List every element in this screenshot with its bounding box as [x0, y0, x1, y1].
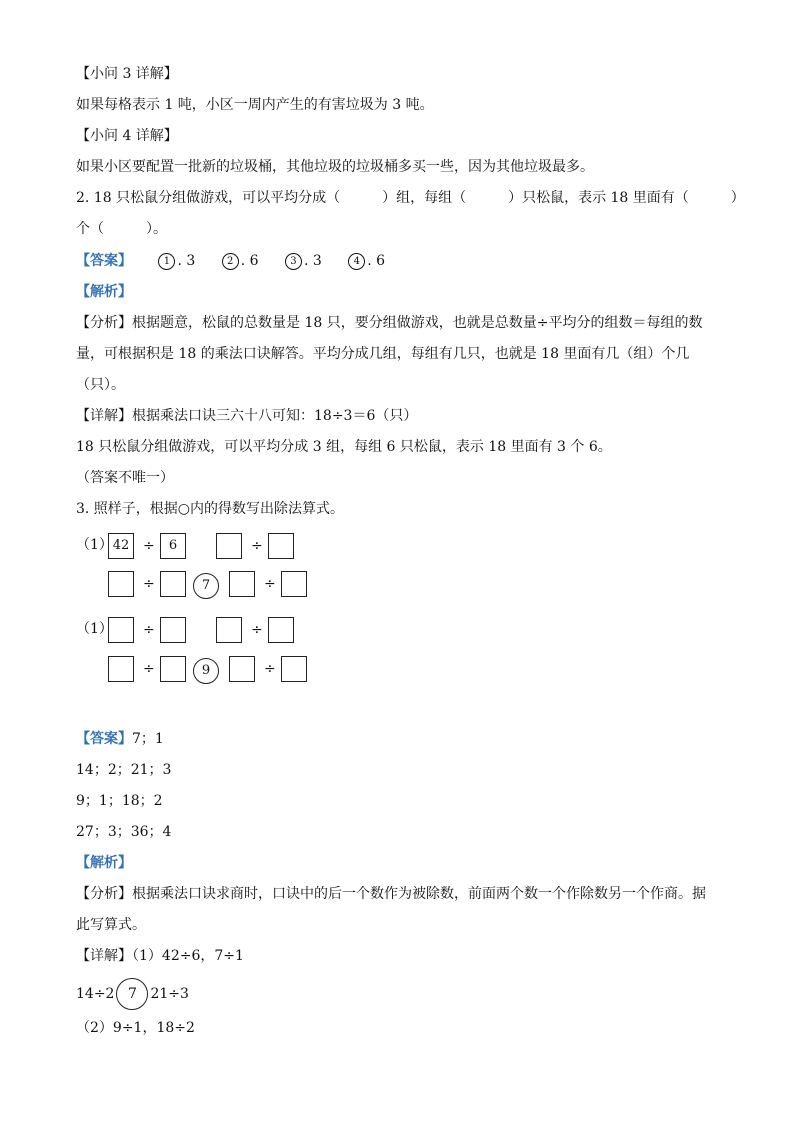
blank-box[interactable]: [160, 617, 186, 643]
blank-box[interactable]: [229, 656, 255, 682]
jiexi-label: 【解析】: [76, 855, 132, 871]
blank-box[interactable]: [216, 617, 242, 643]
answer-item: 3 . 3: [285, 253, 322, 269]
blank-box[interactable]: [160, 571, 186, 597]
q3-answer-4: 27；3；36；4: [76, 824, 172, 840]
answer-text: 7；1: [132, 731, 164, 747]
blank-box[interactable]: [108, 617, 134, 643]
q3-detail-row: [76, 978, 189, 1010]
answer-label: 【答案】: [76, 253, 132, 269]
div-sign: ÷: [251, 538, 263, 554]
detail-right: 21÷3: [150, 986, 189, 1002]
q2-line1: 2. 18 只松鼠分组做游戏，可以平均分成（ ）组，每组（ ）只松鼠，表示 18 里面有（ ）: [76, 190, 745, 206]
subq4-heading: 【小问 4 详解】: [76, 128, 178, 144]
blank-box[interactable]: [108, 656, 134, 682]
blank-box[interactable]: [268, 533, 294, 559]
blank-box[interactable]: [268, 617, 294, 643]
div-sign: ÷: [143, 538, 155, 554]
detail-circle: 7: [116, 978, 148, 1010]
div-sign: ÷: [264, 661, 276, 677]
blank-box[interactable]: [281, 571, 307, 597]
q3-answer-2: 14；2；21；3: [76, 762, 172, 778]
jiexi-label: 【解析】: [76, 284, 132, 300]
div-sign: ÷: [143, 661, 155, 677]
q3-group2-label: （1）: [76, 621, 113, 637]
blank-box[interactable]: [160, 656, 186, 682]
detail-left: 14÷2: [76, 986, 115, 1002]
q2-line2: 个（ ）。: [76, 221, 167, 237]
answer-item: 2 . 6: [222, 253, 259, 269]
q3-detail-2: （2）9÷1，18÷2: [76, 1020, 195, 1036]
answer-item: 4 . 6: [348, 253, 385, 269]
q3-analysis-2: 此写算式。: [76, 917, 146, 933]
blank-box[interactable]: [216, 533, 242, 559]
subq3-text: 如果每格表示 1 吨，小区一周内产生的有害垃圾为 3 吨。: [76, 97, 434, 113]
blank-box[interactable]: [281, 656, 307, 682]
blank-box[interactable]: [108, 571, 134, 597]
q3-answer-row: [76, 729, 164, 749]
q2-analysis-1: 【分析】根据题意，松鼠的总数量是 18 只，要分组做游戏，也就是总数量÷平均分的组数＝每组的数: [76, 315, 703, 331]
answer-item: 1 . 3: [158, 253, 195, 269]
q3-group1-label: （1）: [76, 537, 113, 553]
q2-note: （答案不唯一）: [76, 470, 174, 486]
sample-divisor-box: 6: [160, 533, 186, 559]
q2-detail-2: 18 只松鼠分组做游戏，可以平均分成 3 组，每组 6 只松鼠，表示 18 里面有 3 个 6。: [76, 439, 612, 455]
div-sign: ÷: [264, 576, 276, 592]
q3-analysis-1: 【分析】根据乘法口诀求商时，口诀中的后一个数作为被除数，前面两个数一个作除数另一个作商。据: [76, 886, 706, 902]
q2-detail: 【详解】根据乘法口诀三六十八可知：18÷3＝6（只）: [76, 408, 418, 424]
div-sign: ÷: [143, 576, 155, 592]
q2-analysis-2: 量，可根据积是 18 的乘法口诀解答。平均分成几组，每组有几只，也就是 18 里面有几（组）个几: [76, 346, 690, 362]
q2-answer-row: [76, 251, 385, 271]
q3-detail: 【详解】（1）42÷6，7÷1: [76, 948, 244, 964]
subq4-text: 如果小区要配置一批新的垃圾桶，其他垃圾的垃圾桶多买一些，因为其他垃圾最多。: [76, 159, 594, 175]
div-sign: ÷: [251, 622, 263, 638]
blank-box[interactable]: [229, 571, 255, 597]
q2-analysis-3: （只）。: [76, 377, 125, 393]
div-sign: ÷: [143, 622, 155, 638]
subq3-heading: 【小问 3 详解】: [76, 66, 178, 82]
q3-title: 3. 照样子，根据○内的得数写出除法算式。: [76, 501, 345, 517]
answer-label: 【答案】: [76, 731, 132, 747]
sample-dividend-box: 42: [108, 533, 134, 559]
quotient-circle: 7: [193, 573, 219, 599]
quotient-circle: 9: [193, 658, 219, 684]
q3-answer-3: 9；1；18；2: [76, 793, 163, 809]
